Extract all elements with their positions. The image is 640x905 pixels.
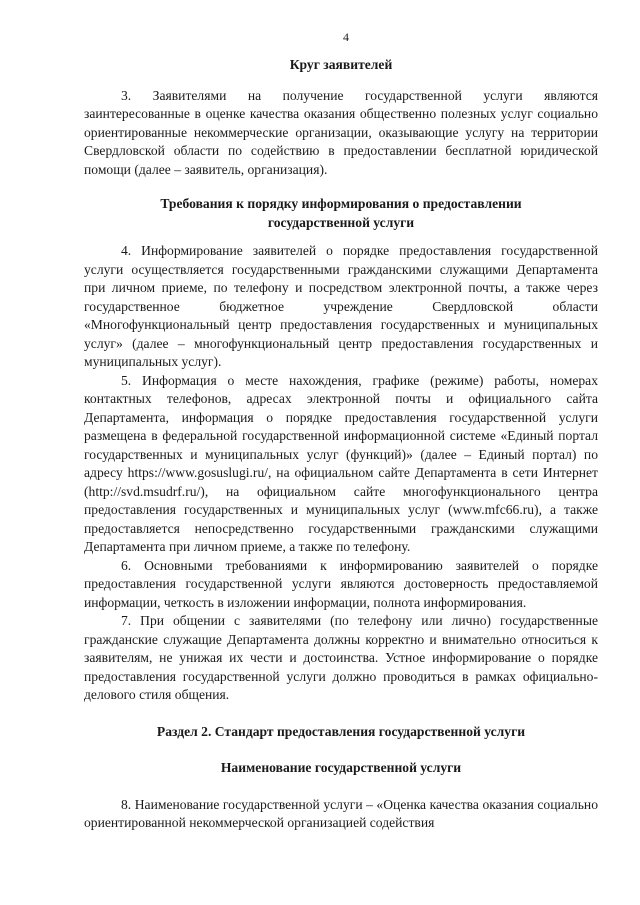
- paragraph-3: 3. Заявителями на получение государственной услуги являются заинтересованные в оценке качества оказания общественно полезных услуг социально ориентированные некоммерческие организации, оказывающие услугу на территории Свердловской области по содействию в предоставлении бесплатной юридической помощи (далее – заявитель, организация).: [84, 87, 598, 177]
- paragraph-6: 6. Основными требованиями к информированию заявителей о порядке предоставления государственной услуги являются достоверность предоставляемой информации, четкость в изложении информации, полнота информирования.: [84, 557, 598, 610]
- heading-informing-requirements: Требования к порядку информирования о предоставлении государственной услуги: [160, 196, 522, 230]
- paragraph-7: 7. При общении с заявителями (по телефону или лично) государственные гражданские служащие Департамента должны корректно и внимательно относиться к заявителям, не унижая их чести и достоинства. Устное информирование о порядке предоставления государственной услуги должно проводиться в рамках официально-делового стиля общения.: [84, 613, 598, 702]
- paragraph-8: 8. Наименование государственной услуги – «Оценка качества оказания социально ориентированной некоммерческой организацией содействия: [84, 796, 598, 830]
- heading-service-name: Наименование государственной услуги: [220, 760, 462, 775]
- paragraph-5: 5. Информация о месте нахождения, графике (режиме) работы, номерах контактных телефонов, адресах электронной почты и официального сайта Департамента, информация о порядке предоставления государственной услуги размещена в федеральной государственной информационной системе «Единый портал государственных и муниципальных услуг (функций)» (далее – Единый портал) по адресу https://www.gosuslugi.ru/, на официальном сайте Департамента в сети Интернет (http://svd.msudrf.ru/), на официальном сайте многофункционального центра предоставления государственных и муниципальных услуг (www.mfc66.ru), а также предоставляется непосредственно государственными гражданскими служащими Департамента при личном приеме, а также по телефону.: [84, 372, 598, 554]
- heading-section-2-standard: Раздел 2. Стандарт предоставления государственной услуги: [156, 723, 526, 739]
- page-number: 4: [343, 30, 349, 44]
- paragraph-4: 4. Информирование заявителей о порядке предоставления государственной услуги осуществляется государственными гражданскими служащими Департамента при личном приеме, по телефону и посредством электронной почты, а также через государственное бюджетное учреждение Свердловской области «Многофункциональный центр предоставления государственных и муниципальных услуг» (далее – многофункциональный центр предоставления государственных и муниципальных услуг).: [84, 243, 598, 369]
- heading-applicants: Круг заявителей: [289, 57, 393, 72]
